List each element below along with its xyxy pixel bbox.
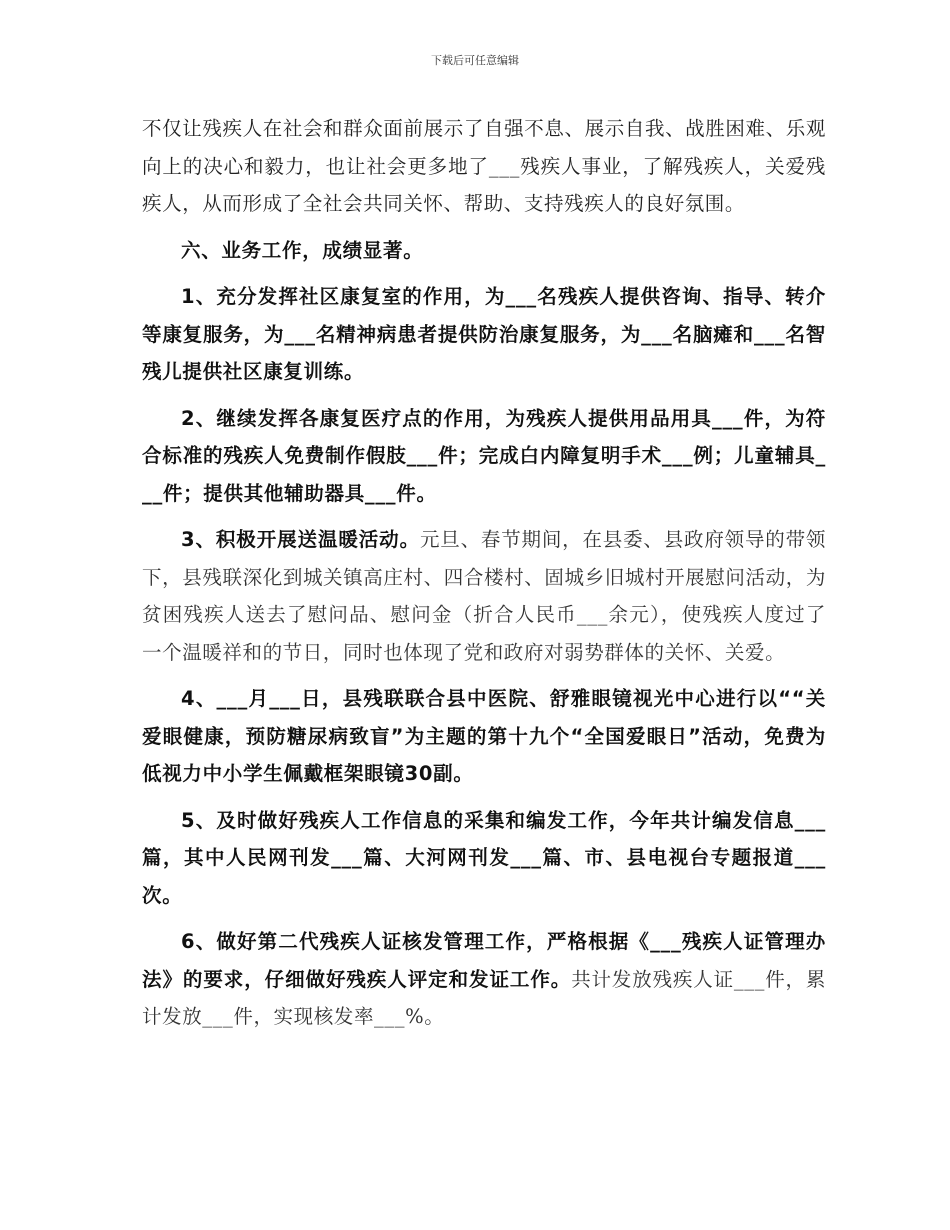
paragraph-intro: 不仅让残疾人在社会和群众面前展示了自强不息、展示自我、战胜困难、乐观向上的决心和毅力，也让社会更多地了___残疾人事业，了解残疾人，关爱残疾人，从而形成了全社会共同关怀、帮助、支持残疾人的良好氛围。 — [142, 117, 826, 215]
page-header: 下载后可任意编辑 — [431, 54, 519, 67]
paragraph-item-4: 4、___月___日，县残联联合县中医院、舒雅眼镜视光中心进行以““关爱眼健康，预防糖尿病致盲”为主题的第十九个“全国爱眼日”活动，免费为低视力中小学生佩戴框架眼镜30副。 — [142, 687, 826, 785]
document-body — [142, 110, 826, 1045]
paragraph-item-5: 5、及时做好残疾人工作信息的采集和编发工作，今年共计编发信息___篇，其中人民网刊发___篇、大河网刊发___篇、市、县电视台专题报道___次。 — [142, 808, 826, 907]
paragraph-item-6 — [142, 923, 826, 1036]
paragraph-item-3-lead: 3、积极开展送温暖活动。 — [181, 528, 420, 551]
section-heading: 六、业务工作，成绩显著。 — [181, 238, 424, 262]
paragraph-item-1: 1、充分发挥社区康复室的作用，为___名残疾人提供咨询、指导、转介等康复服务，为___名精神病患者提供防治康复服务，为___名脑瘫和___名智残儿提供社区康复训练。 — [142, 285, 826, 383]
paragraph-item-6-lead: 6、做好第二代残疾人证核发管理工作，严格根据《___残疾人证管理办法》的要求，仔细做好残疾人评定和发证工作。 — [142, 930, 826, 991]
paragraph-item-2: 2、继续发挥各康复医疗点的作用，为残疾人提供用品用具___件，为符合标准的残疾人免费制作假肢___件；完成白内障复明手术___例；儿童辅具___件；提供其他辅助器具___件。 — [142, 406, 826, 505]
paragraph-item-6-body: 共计发放残疾人证___件，累计发放___件，实现核发率___%。 — [142, 967, 826, 1028]
paragraph-item-3 — [142, 521, 826, 671]
paragraph-item-3-body: 元旦、春节期间，在县委、县政府领导的带领下，县残联深化到城关镇高庄村、四合楼村、固城乡旧城村开展慰问活动，为贫困残疾人送去了慰问品、慰问金（折合人民币___余元），使残疾人度过了一个温暖祥和的节日，同时也体现了党和政府对弱势群体的关怀、关爱。 — [142, 528, 826, 664]
